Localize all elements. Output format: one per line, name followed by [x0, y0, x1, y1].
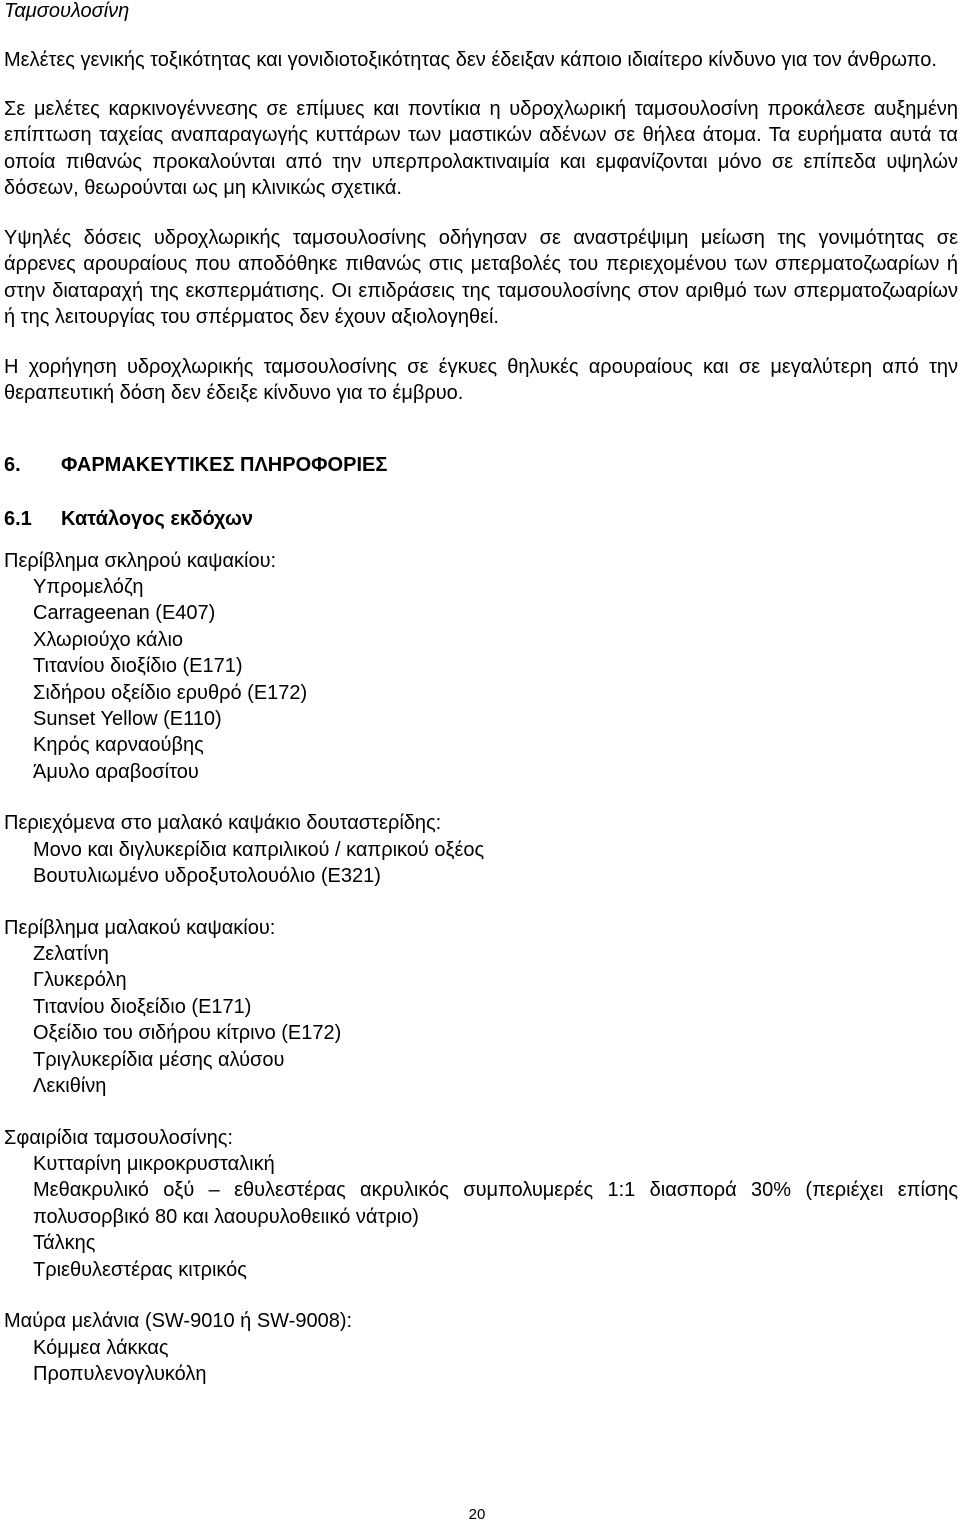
list-item: Κόμμεα λάκκας [33, 1336, 169, 1359]
group-label: Μαύρα μελάνια (SW-9010 ή SW-9008): [4, 1310, 353, 1333]
list-item: Κηρός καρναούβης [33, 734, 204, 757]
excipient-list [4, 1335, 958, 1388]
excipient-list [4, 837, 958, 890]
section-6-heading [4, 452, 958, 478]
list-item: Μεθακρυλικό οξύ – εθυλεστέρας ακρυλικός συμπολυμερές 1:1 διασπορά 30% (περιέχει επίσης πολυσορβικό 80 και λαουρυλοθειικό νάτριο) [33, 1179, 958, 1228]
group-label: Περίβλημα μαλακού καψακίου: [4, 916, 276, 939]
group-label: Περιεχόμενα στο μαλακό καψάκιο δουταστερίδης: [4, 812, 442, 835]
list-item: Τριγλυκερίδια μέσης αλύσου [33, 1048, 285, 1071]
excipient-group-soft-capsule-contents [4, 810, 958, 889]
list-item: Άμυλο αραβοσίτου [33, 760, 199, 783]
document-page [4, 0, 958, 1387]
list-item: Μονο και διγλυκερίδια καπριλικού / καπρικού οξέος [33, 838, 485, 861]
section-6-1-heading [4, 506, 958, 532]
section-6-number: 6. [4, 453, 21, 476]
list-item: Σιδήρου οξείδιο ερυθρό (E172) [33, 681, 308, 704]
paragraph-fertility: Υψηλές δόσεις υδροχλωρικής ταμσουλοσίνης οδήγησαν σε αναστρέψιμη μείωση της γονιμότητας σε άρρενες αρουραίους που αποδόθηκε πιθανώς στις μεταβολές του περιεχομένου των σπερματοζωαρίων ή στην διαταραχή της εκσπερμάτισης. Οι επιδράσεις της ταμσουλοσίνης στον αριθμό των σπερματοζωαρίων ή της λειτουργίας του σπέρματος δεν έχουν αξιολογηθεί. [4, 226, 958, 328]
page-number: 20 [468, 1506, 486, 1523]
list-item: Προπυλενογλυκόλη [33, 1362, 207, 1385]
list-item: Sunset Yellow (E110) [33, 708, 222, 731]
list-item: Τιτανίου διοξίδιο (E171) [33, 655, 243, 678]
excipient-group-tamsulosin-pellets [4, 1125, 958, 1284]
section-6-title: ΦΑΡΜΑΚΕΥΤΙΚΕΣ ΠΛΗΡΟΦΟΡΙΕΣ [61, 453, 388, 476]
list-item: Χλωριούχο κάλιο [33, 628, 184, 651]
excipient-list [4, 1151, 958, 1283]
excipient-list [4, 574, 958, 785]
list-item: Βουτυλιωμένο υδροξυτολουόλιο (E321) [33, 865, 381, 888]
list-item: Τάλκης [33, 1232, 96, 1255]
paragraph-pregnancy: Η χορήγηση υδροχλωρικής ταμσουλοσίνης σε έγκυες θηλυκές αρουραίους και σε μεγαλύτερη από την θεραπευτική δόση δεν έδειξε κίνδυνο για το έμβρυο. [4, 355, 958, 404]
section-6-1-title: Κατάλογος εκδόχων [61, 507, 254, 530]
excipient-group-soft-capsule-shell [4, 915, 958, 1100]
paragraph-general-toxicity: Μελέτες γενικής τοξικότητας και γονιδιοτοξικότητας δεν έδειξαν κάποιο ιδιαίτερο κίνδυνο για τον άνθρωπο. [4, 49, 937, 71]
section-subhead: Ταμσουλοσίνη [4, 0, 130, 22]
excipient-group-hard-capsule-shell [4, 548, 958, 786]
list-item: Τιτανίου διοξείδιο (E171) [33, 995, 252, 1018]
section-6-1-number: 6.1 [4, 507, 32, 530]
paragraph-carcinogenesis: Σε μελέτες καρκινογέννεσης σε επίμυες και ποντίκια η υδροχλωρική ταμσουλοσίνη προκάλεσε αυξημένη επίπτωση ταχείας αναπαραγωγής κυττάρων των μαστικών αδένων σε θήλεα άτομα. Τα ευρήματα αυτά τα οποία πιθανώς προκαλούνται από την υπερπρολακτιναιμία και εμφανίζονται μόνο σε επίπεδα υψηλών δόσεων, θεωρούνται ως μη κλινικώς σχετικά. [4, 97, 958, 199]
list-item: Carrageenan (E407) [33, 602, 216, 625]
list-item: Γλυκερόλη [33, 969, 127, 992]
list-item: Λεκιθίνη [33, 1075, 107, 1098]
list-item: Οξείδιο του σιδήρου κίτρινο (E172) [33, 1022, 342, 1045]
group-label: Περίβλημα σκληρού καψακίου: [4, 549, 277, 572]
group-label: Σφαιρίδια ταμσουλοσίνης: [4, 1126, 233, 1149]
list-item: Τριεθυλεστέρας κιτρικός [33, 1258, 247, 1281]
excipient-group-black-inks [4, 1308, 958, 1387]
list-item: Υπρομελόζη [33, 576, 144, 598]
list-item: Ζελατίνη [33, 943, 109, 966]
excipient-list [4, 941, 958, 1099]
list-item: Κυτταρίνη μικροκρυσταλική [33, 1153, 275, 1175]
